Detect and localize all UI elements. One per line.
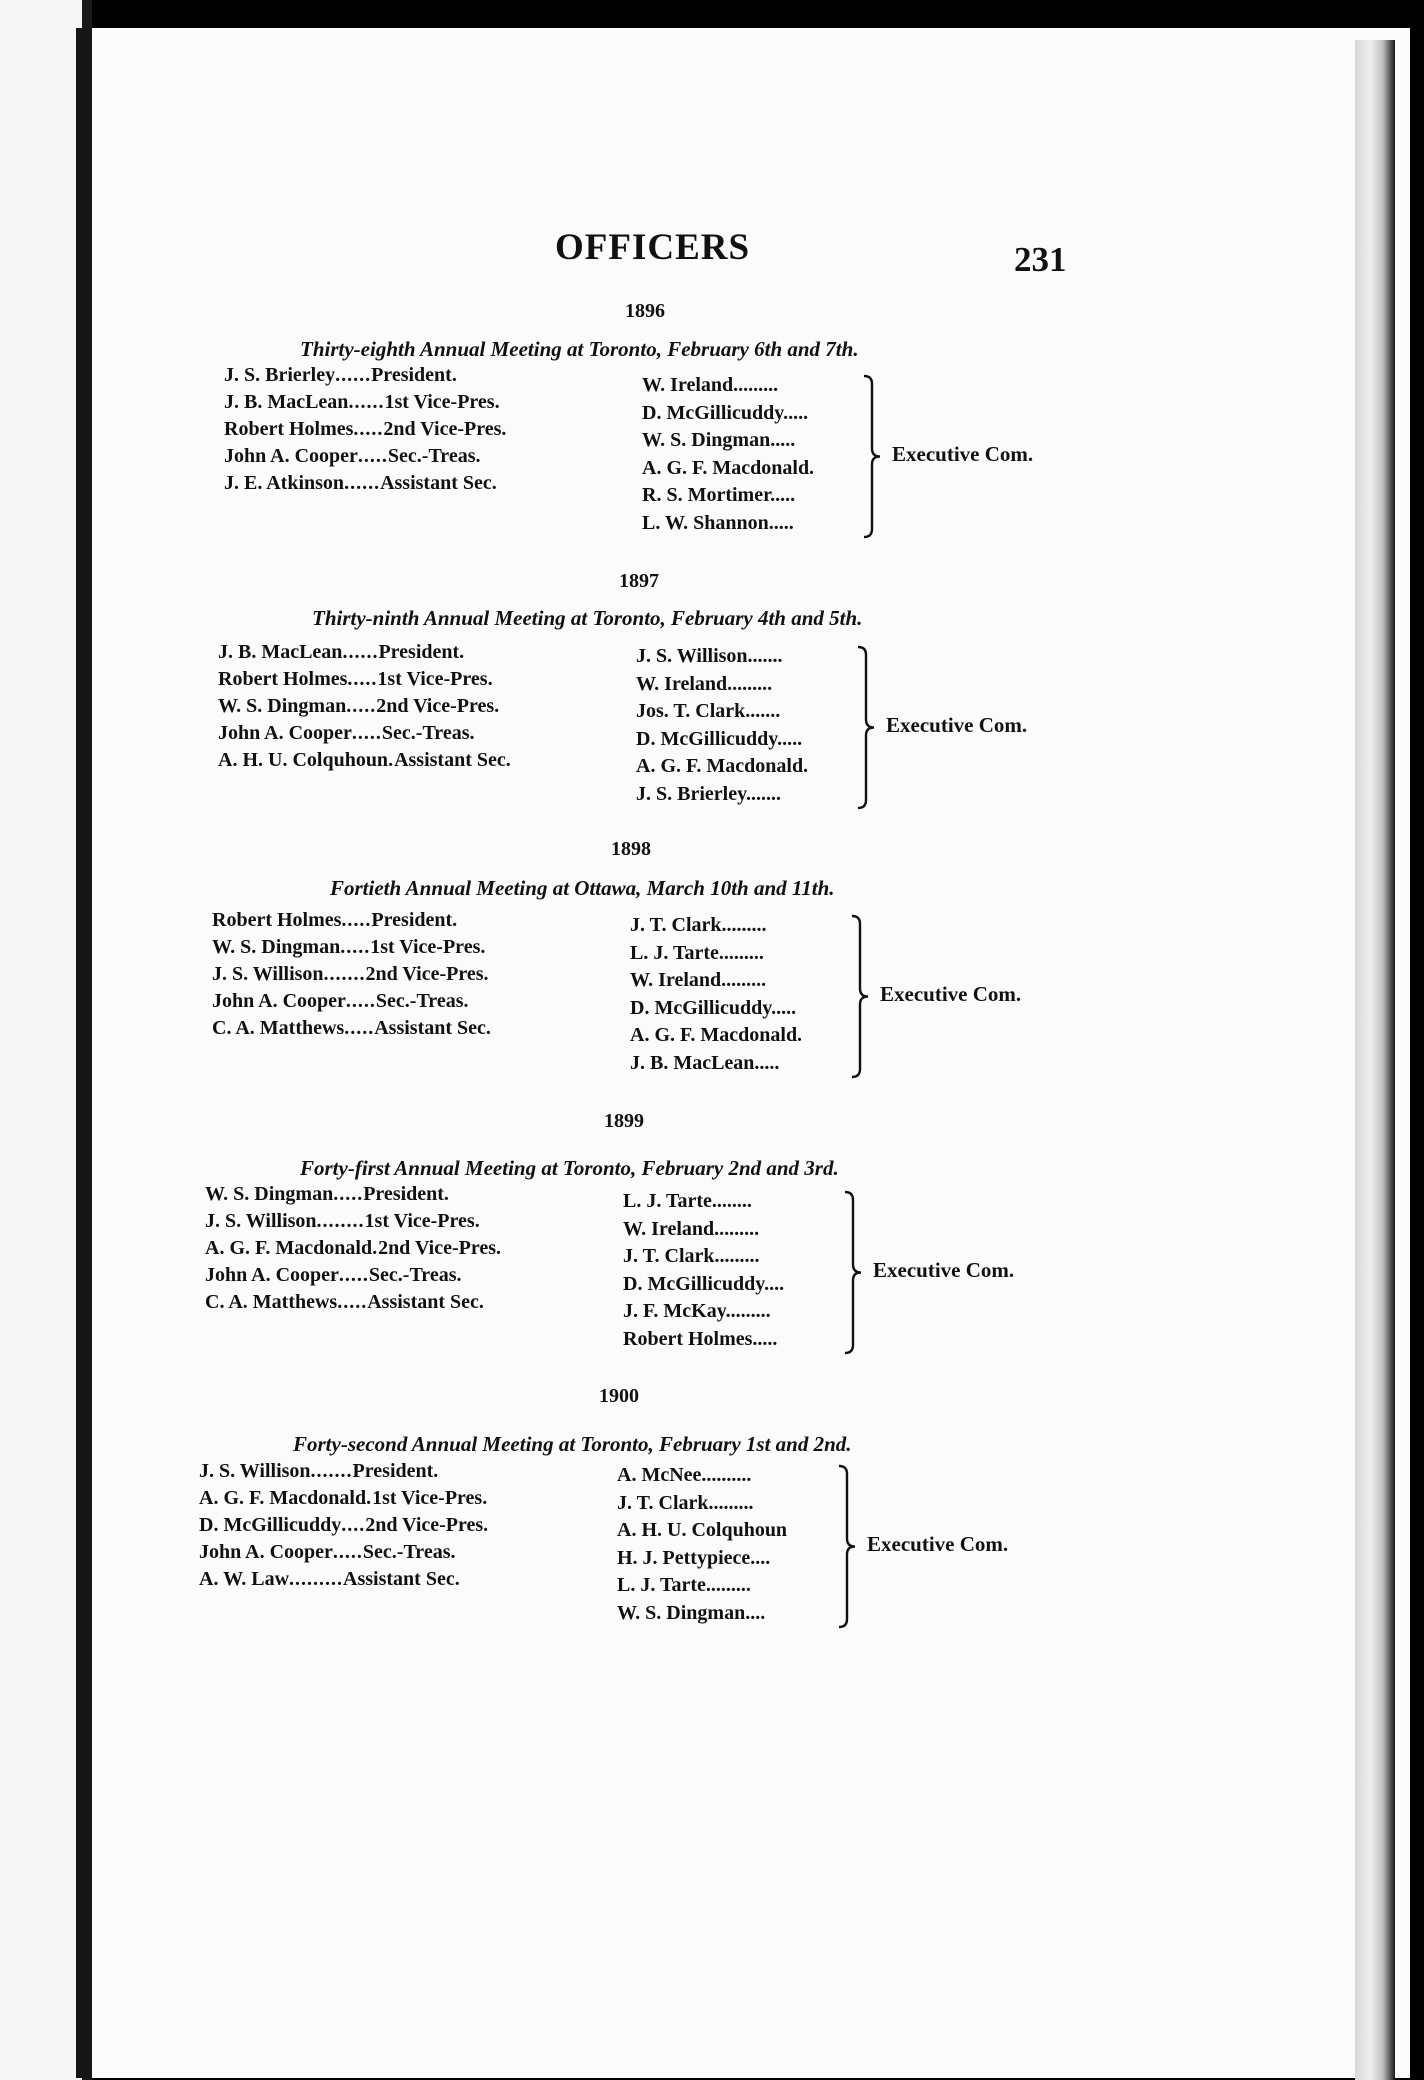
leader-dots: .....: [340, 936, 371, 958]
executive-member: J. T. Clark.........: [617, 1491, 754, 1514]
officer-name: A. G. F. Macdonald: [199, 1487, 367, 1509]
officers-list: [218, 639, 511, 774]
leader-dots: .....: [347, 668, 378, 690]
officer-role: Sec.-Treas.: [362, 1541, 456, 1563]
leader-dots: ......: [344, 472, 381, 494]
executive-member: Jos. T. Clark.......: [636, 700, 781, 722]
officer-row: [212, 1015, 491, 1042]
officer-name: C. A. Matthews: [212, 1017, 345, 1039]
leader-dots: .....: [332, 1541, 363, 1563]
officers-list: [212, 907, 491, 1042]
officer-role: 2nd Vice-Pres.: [365, 1514, 489, 1536]
officer-role: Assistant Sec.: [394, 749, 511, 771]
officer-name: J. E. Atkinson: [224, 472, 345, 494]
officer-name: Robert Holmes: [224, 418, 354, 440]
leader-dots: ......: [348, 391, 385, 413]
page-number: 231: [1014, 240, 1067, 279]
leader-dots: .: [372, 1237, 379, 1259]
officer-role: Assistant Sec.: [374, 1017, 491, 1039]
officer-row: [212, 988, 491, 1015]
leader-dots: .....: [357, 445, 388, 467]
officer-row: [205, 1208, 501, 1235]
executive-member: L. J. Tarte.........: [630, 941, 764, 964]
officer-name: J. S. Willison: [205, 1210, 317, 1232]
leader-dots: .....: [353, 418, 384, 440]
officer-row: [205, 1289, 501, 1316]
officer-role: 2nd Vice-Pres.: [365, 963, 489, 985]
officer-name: John A. Cooper: [205, 1264, 339, 1286]
officer-role: Sec.-Treas.: [381, 722, 475, 744]
brace-icon: [850, 914, 874, 1079]
leader-dots: .....: [333, 1183, 364, 1205]
leader-dots: .: [388, 749, 395, 771]
officer-row: [224, 389, 506, 416]
officer-row: [224, 443, 506, 470]
executive-committee-label: Executive Com.: [886, 712, 1028, 737]
section-year: 1897: [619, 570, 659, 592]
officer-role: 1st Vice-Pres.: [372, 1487, 488, 1509]
executive-member: J. S. Willison.......: [636, 645, 783, 667]
officer-row: [218, 666, 511, 693]
officer-role: 2nd Vice-Pres.: [378, 1237, 502, 1259]
leader-dots: .....: [346, 695, 377, 717]
officer-row: [218, 693, 511, 720]
officer-row: [199, 1512, 488, 1539]
officer-role: Sec.-Treas.: [387, 445, 481, 467]
right-page-edge: [1355, 40, 1395, 2080]
executive-committee-label: Executive Com.: [867, 1531, 1009, 1556]
officer-role: President.: [371, 909, 458, 931]
leader-dots: ......: [335, 364, 372, 386]
officers-list: [224, 362, 506, 497]
meeting-heading: Thirty-eighth Annual Meeting at Toronto, February 6th and 7th.: [300, 337, 859, 361]
executive-member: W. Ireland.........: [623, 1217, 760, 1240]
officer-name: A. G. F. Macdonald: [205, 1237, 373, 1259]
officer-row: [199, 1458, 488, 1485]
executive-member: W. S. Dingman.....: [642, 429, 796, 451]
officer-name: A. H. U. Colquhoun: [218, 749, 389, 771]
officer-role: President.: [371, 364, 457, 386]
leader-dots: .....: [337, 1291, 368, 1313]
officer-name: Robert Holmes: [218, 668, 348, 690]
officer-name: J. B. MacLean: [218, 641, 343, 663]
brace-icon: [862, 374, 886, 539]
officer-row: [218, 720, 511, 747]
section-year: 1898: [611, 838, 651, 860]
leader-dots: .....: [351, 722, 382, 744]
executive-member: J. S. Brierley.......: [636, 782, 781, 805]
officer-role: Assistant Sec.: [343, 1568, 460, 1590]
executive-member: W. Ireland.........: [630, 969, 767, 991]
meeting-heading: Thirty-ninth Annual Meeting at Toronto, February 4th and 5th.: [312, 606, 863, 630]
executive-committee-list: [636, 643, 808, 808]
officer-row: [199, 1539, 488, 1566]
officer-row: [205, 1181, 501, 1208]
executive-member: J. B. MacLean.....: [630, 1051, 780, 1074]
officer-role: Assistant Sec.: [380, 472, 497, 494]
officer-row: [205, 1235, 501, 1262]
executive-committee-label: Executive Com.: [873, 1257, 1015, 1282]
executive-committee-label: Executive Com.: [892, 441, 1034, 466]
officer-name: D. McGillicuddy: [199, 1514, 342, 1536]
executive-member: J. T. Clark.........: [623, 1245, 760, 1267]
executive-member: L. J. Tarte........: [623, 1190, 752, 1212]
officer-name: C. A. Matthews: [205, 1291, 338, 1313]
officer-row: [212, 907, 491, 934]
officer-row: [224, 362, 506, 389]
officer-role: Assistant Sec.: [367, 1291, 484, 1313]
executive-member: A. G. F. Macdonald.: [636, 755, 809, 777]
officer-role: 1st Vice-Pres.: [370, 936, 486, 958]
leader-dots: .....: [345, 990, 376, 1012]
officer-role: 2nd Vice-Pres.: [376, 695, 500, 717]
officers-list: [205, 1181, 501, 1316]
executive-member: H. J. Pettypiece....: [617, 1546, 771, 1569]
officer-role: Sec.-Treas.: [368, 1264, 462, 1286]
executive-member: D. McGillicuddy.....: [642, 401, 809, 424]
officer-role: President.: [363, 1183, 449, 1205]
brace-icon: [856, 645, 880, 810]
leader-dots: ........: [316, 1210, 365, 1232]
officer-row: [212, 934, 491, 961]
brace-icon: [837, 1464, 861, 1629]
officer-role: 2nd Vice-Pres.: [383, 418, 507, 440]
executive-member: D. McGillicuddy.....: [630, 996, 797, 1019]
leader-dots: .......: [323, 963, 366, 985]
executive-member: R. S. Mortimer.....: [642, 484, 796, 506]
executive-member: J. T. Clark.........: [630, 914, 767, 936]
officer-role: 1st Vice-Pres.: [377, 668, 493, 690]
executive-member: W. S. Dingman....: [617, 1601, 766, 1624]
meeting-heading: Fortieth Annual Meeting at Ottawa, March 10th and 11th.: [330, 876, 835, 900]
meeting-heading: Forty-second Annual Meeting at Toronto, February 1st and 2nd.: [293, 1432, 852, 1456]
officer-role: Sec.-Treas.: [375, 990, 469, 1012]
officer-role: President.: [378, 641, 465, 663]
leader-dots: .....: [338, 1264, 369, 1286]
leader-dots: .: [366, 1487, 373, 1509]
executive-member: J. F. McKay.........: [623, 1300, 771, 1322]
officer-role: President.: [352, 1460, 439, 1482]
section-year: 1899: [604, 1110, 644, 1132]
officer-name: John A. Cooper: [224, 445, 358, 467]
section-year: 1900: [599, 1385, 639, 1407]
leader-dots: .........: [289, 1568, 344, 1590]
leader-dots: .....: [344, 1017, 375, 1039]
executive-member: A. G. F. Macdonald.: [642, 456, 815, 479]
officer-row: [218, 747, 511, 774]
meeting-heading: Forty-first Annual Meeting at Toronto, February 2nd and 3rd.: [300, 1156, 839, 1180]
officer-name: John A. Cooper: [199, 1541, 333, 1563]
executive-committee-list: [630, 912, 802, 1077]
executive-member: A. H. U. Colquhoun: [617, 1519, 788, 1541]
leader-dots: .......: [310, 1460, 353, 1482]
officer-name: John A. Cooper: [218, 722, 352, 744]
executive-member: A. G. F. Macdonald.: [630, 1024, 803, 1046]
page-title: OFFICERS: [555, 227, 751, 268]
officer-name: W. S. Dingman: [212, 936, 341, 958]
executive-member: W. Ireland.........: [642, 374, 779, 396]
officer-name: J. S. Willison: [212, 963, 324, 985]
executive-member: Robert Holmes.....: [623, 1327, 778, 1350]
executive-member: D. McGillicuddy.....: [636, 727, 803, 750]
leader-dots: .....: [341, 909, 372, 931]
executive-member: A. McNee..........: [617, 1464, 752, 1486]
officer-name: J. S. Brierley: [224, 364, 336, 386]
officer-name: W. S. Dingman: [205, 1183, 334, 1205]
executive-committee-label: Executive Com.: [880, 981, 1022, 1006]
officer-name: J. B. MacLean: [224, 391, 349, 413]
officer-row: [224, 470, 506, 497]
officer-row: [199, 1566, 488, 1593]
executive-committee-list: [617, 1462, 787, 1627]
officer-role: 1st Vice-Pres.: [384, 391, 500, 413]
leader-dots: ....: [341, 1514, 366, 1536]
section-year: 1896: [625, 300, 665, 322]
officer-row: [205, 1262, 501, 1289]
officer-role: 1st Vice-Pres.: [364, 1210, 480, 1232]
brace-icon: [843, 1190, 867, 1355]
officer-name: John A. Cooper: [212, 990, 346, 1012]
executive-member: W. Ireland.........: [636, 672, 773, 695]
executive-member: L. W. Shannon.....: [642, 511, 794, 534]
officer-name: Robert Holmes: [212, 909, 342, 931]
executive-committee-list: [642, 372, 814, 537]
executive-member: D. McGillicuddy....: [623, 1272, 785, 1295]
executive-committee-list: [623, 1188, 784, 1353]
officer-row: [218, 639, 511, 666]
officer-name: A. W. Law: [199, 1568, 290, 1590]
officer-name: W. S. Dingman: [218, 695, 347, 717]
left-page-edge: [0, 0, 82, 2080]
leader-dots: ......: [342, 641, 379, 663]
officer-row: [224, 416, 506, 443]
officer-row: [212, 961, 491, 988]
officer-name: J. S. Willison: [199, 1460, 311, 1482]
executive-member: L. J. Tarte.........: [617, 1574, 751, 1596]
officer-row: [199, 1485, 488, 1512]
officers-list: [199, 1458, 488, 1593]
